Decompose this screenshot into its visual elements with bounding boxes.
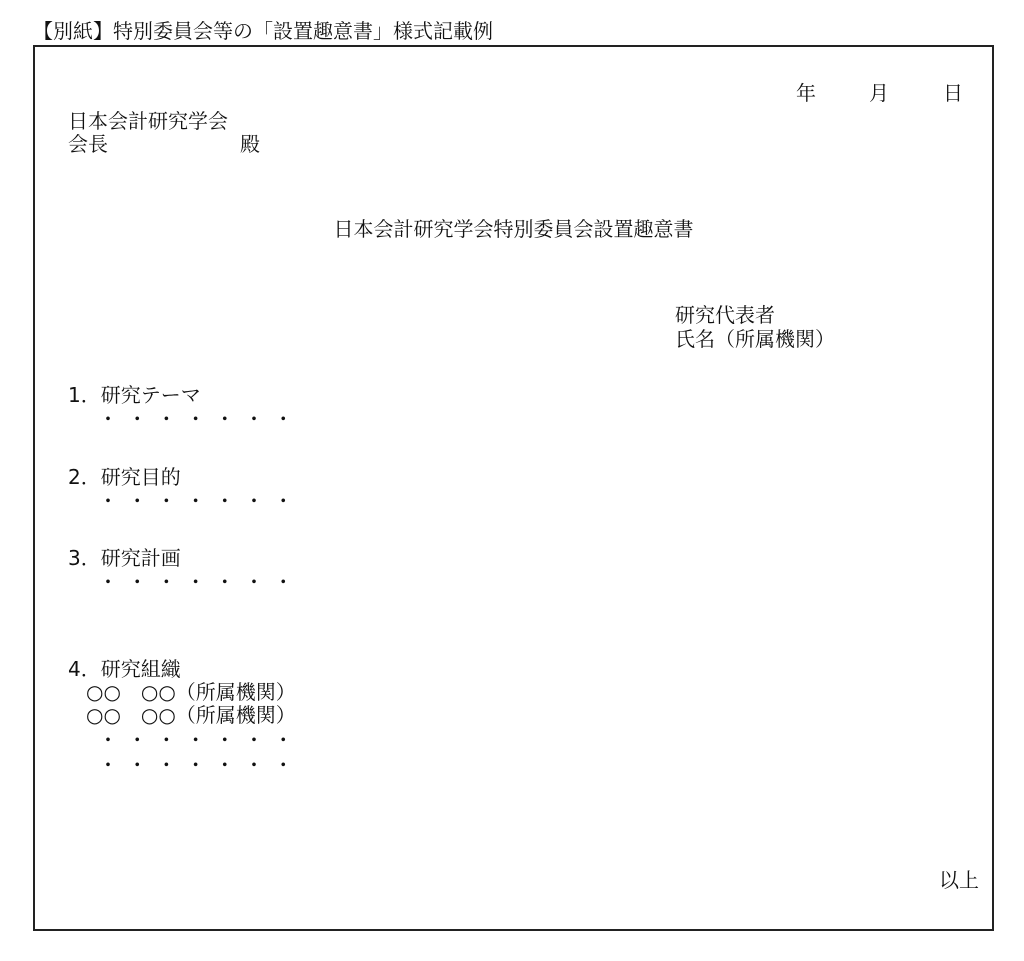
section-heading-theme: 1．研究テーマ [68, 383, 201, 407]
addressee-org: 日本会計研究学会 [68, 109, 228, 133]
representative-label: 研究代表者 [675, 303, 775, 327]
closing-text: 以上 [939, 868, 979, 892]
organization-member: ○○ ○○（所属機関） [86, 703, 296, 727]
section-heading-purpose: 2．研究目的 [68, 465, 181, 489]
document-title: 日本会計研究学会特別委員会設置趣意書 [333, 217, 694, 241]
section-heading-plan: 3．研究計画 [68, 546, 181, 570]
addressee-position: 会長 [68, 132, 108, 156]
addressee-honorific: 殿 [240, 132, 260, 156]
date-day-label: 日 [943, 81, 963, 105]
representative-name: 氏名（所属機関） [675, 327, 835, 351]
section-placeholder-purpose: ・・・・・・・ [98, 489, 303, 513]
date-month-label: 月 [869, 81, 889, 105]
organization-placeholder: ・・・・・・・ [98, 728, 303, 752]
section-placeholder-theme: ・・・・・・・ [98, 407, 303, 431]
organization-placeholder: ・・・・・・・ [98, 753, 303, 777]
date-year-label: 年 [796, 81, 816, 105]
organization-member: ○○ ○○（所属機関） [86, 680, 296, 704]
section-heading-organization: 4．研究組織 [68, 657, 181, 681]
form-frame [33, 45, 994, 931]
section-placeholder-plan: ・・・・・・・ [98, 570, 303, 594]
document-caption: 【別紙】特別委員会等の「設置趣意書」様式記載例 [33, 19, 493, 43]
